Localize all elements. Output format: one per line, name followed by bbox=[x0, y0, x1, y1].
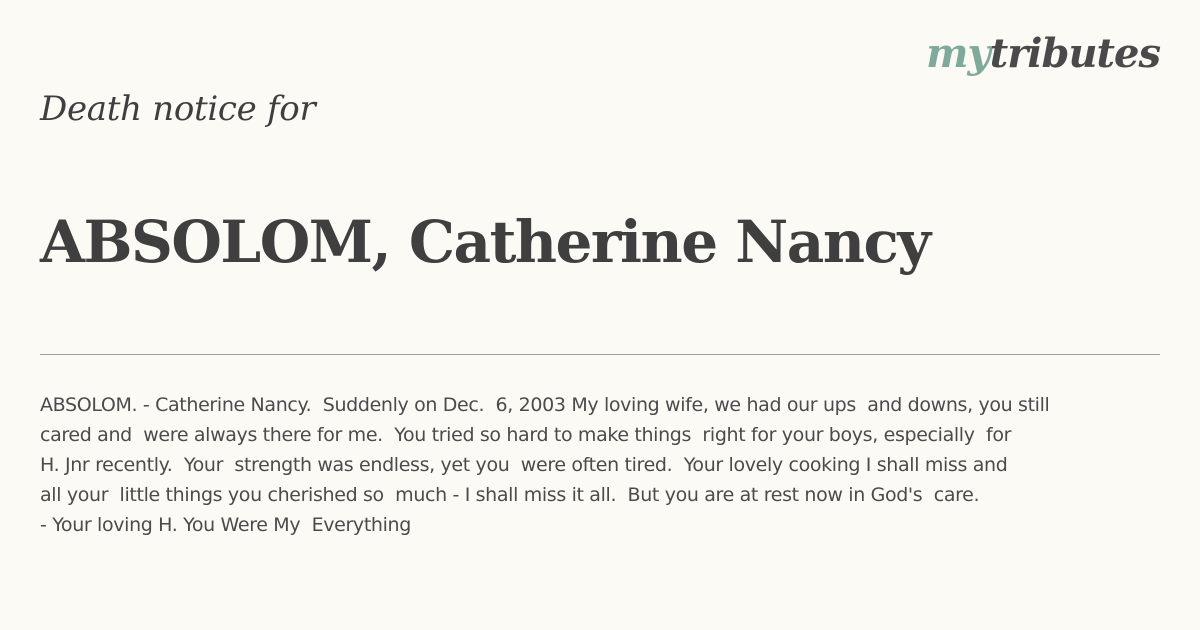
notice-line: cared and were always there for me. You tried so hard to make things right for your boys, especially for bbox=[40, 424, 1012, 446]
divider bbox=[40, 354, 1160, 355]
notice-line: H. Jnr recently. Your strength was endless, yet you were often tired. Your lovely cooking I shall miss and bbox=[40, 454, 1008, 476]
mytributes-logo[interactable] bbox=[926, 30, 1160, 77]
logo-tributes-text: tributes bbox=[989, 30, 1160, 77]
notice-line: ABSOLOM. - Catherine Nancy. Suddenly on Dec. 6, 2003 My loving wife, we had our ups and downs, you still bbox=[40, 394, 1050, 416]
notice-text bbox=[40, 390, 1160, 540]
notice-line: - Your loving H. You Were My Everything bbox=[40, 514, 411, 536]
deceased-name: ABSOLOM, Catherine Nancy bbox=[40, 208, 930, 276]
notice-line: all your little things you cherished so much - I shall miss it all. But you are at rest now in God's care. bbox=[40, 484, 980, 506]
death-notice-label: Death notice for bbox=[40, 89, 316, 129]
logo-my-text: my bbox=[926, 30, 990, 77]
